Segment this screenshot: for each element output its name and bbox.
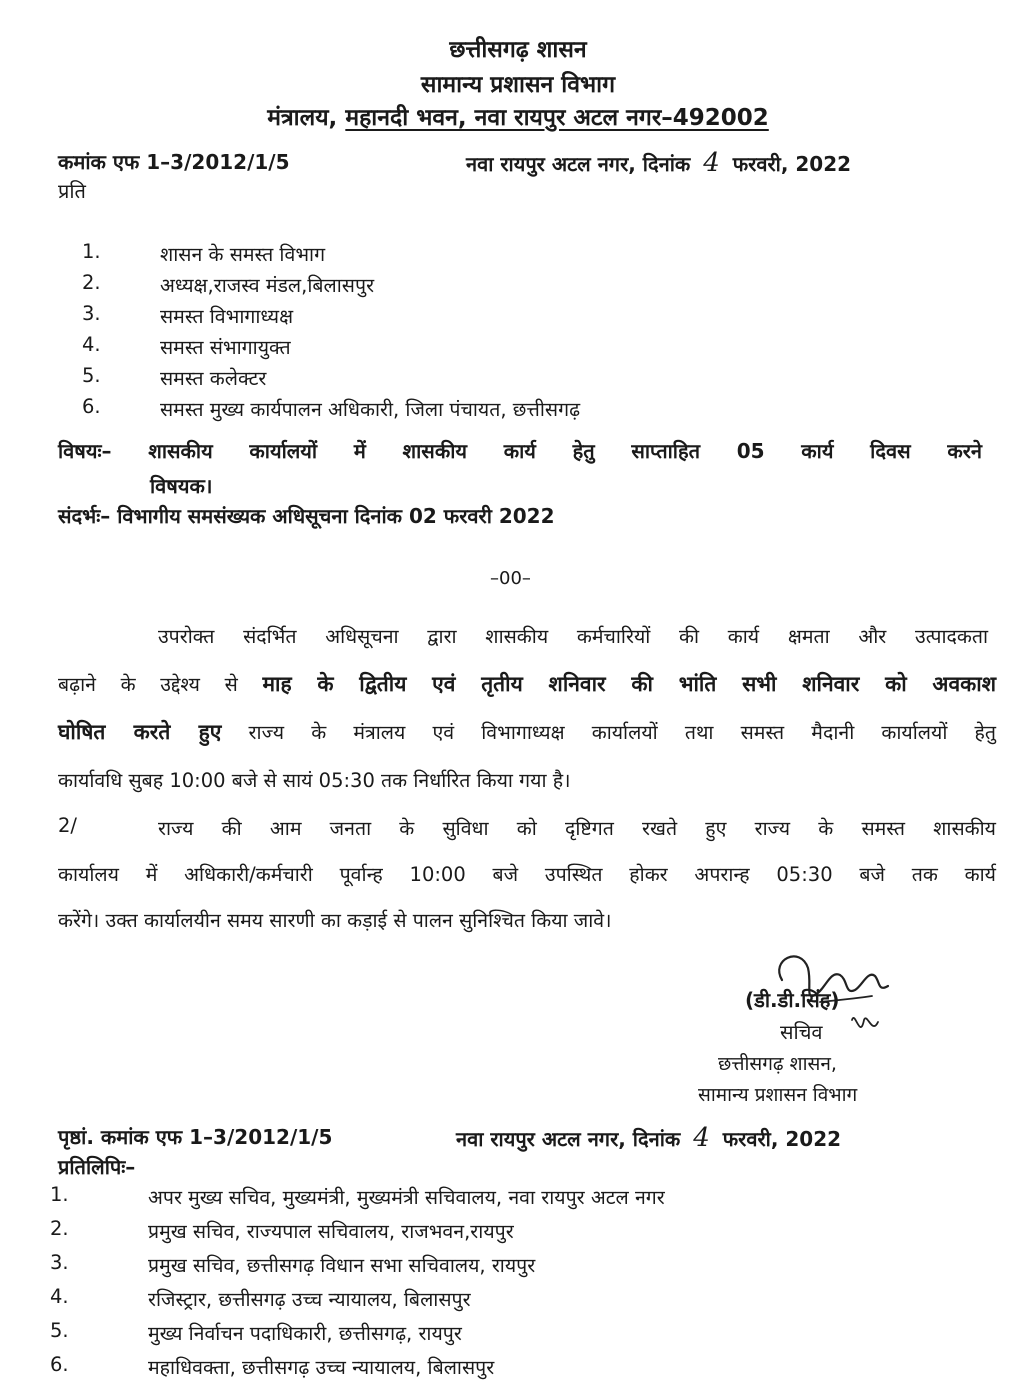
recipient-item-number: 2.: [82, 271, 101, 294]
endorsement-number: पृष्ठां. कमांक एफ 1–3/2012/1/5: [58, 1125, 333, 1149]
recipient-item-text: अध्यक्ष,राजस्व मंडल,बिलासपुर: [160, 274, 375, 297]
separator: –00–: [490, 568, 531, 589]
para2-line1: राज्य की आम जनता के सुविधा को दृष्टिगत रखते हुए राज्य के समस्त शासकीय: [158, 817, 996, 840]
copy-label: प्रतिलिपिः–: [58, 1155, 136, 1179]
recipient-item-text: शासन के समस्त विभाग: [160, 243, 326, 266]
endorsement-month-year: फरवरी, 2022: [722, 1127, 842, 1151]
para2-line2: कार्यालय में अधिकारी/कर्मचारी पूर्वान्ह 10:00 बजे उपस्थित होकर अपरान्ह 05:30 बजे तक कार्य: [58, 863, 996, 886]
recipient-item-number: 6.: [82, 395, 101, 418]
subject-line-2: विषयक।: [150, 474, 213, 498]
para1-line3-normal: राज्य के मंत्रालय एवं विभागाध्यक्ष कार्यालयों तथा समस्त मैदानी कार्यालयों हेतु: [248, 721, 996, 744]
para1-line3: [58, 718, 996, 746]
recipient-item-text: समस्त मुख्य कार्यपालन अधिकारी, जिला पंचायत, छत्तीसगढ़: [160, 398, 581, 421]
para1-line1: उपरोक्त संदर्भित अधिसूचना द्वारा शासकीय कर्मचारियों की कार्य क्षमता और उत्पादकता: [158, 625, 988, 648]
subject-text: शासकीय कार्यालयों में शासकीय कार्य हेतु साप्ताहित 05 कार्य दिवस करने: [148, 439, 983, 463]
order-place-prefix: नवा रायपुर अटल नगर, दिनांक: [466, 152, 691, 176]
recipient-item-number: 3.: [82, 302, 101, 325]
order-number: कमांक एफ 1–3/2012/1/5: [58, 150, 290, 174]
recipient-item-number: 5.: [82, 364, 101, 387]
header-department: सामान्य प्रशासन विभाग: [420, 72, 616, 98]
copy-item-number: 3.: [50, 1251, 69, 1274]
header-address-underlined: महानदी भवन, नवा रायपुर अटल नगर–492002: [345, 105, 769, 131]
copy-item-number: 6.: [50, 1353, 69, 1376]
copy-item-text: महाधिवक्ता, छत्तीसगढ़ उच्च न्यायालय, बिलासपुर: [148, 1356, 495, 1379]
copy-item-text: मुख्य निर्वाचन पदाधिकारी, छत्तीसगढ़, रायपुर: [148, 1322, 462, 1345]
copy-item-text: अपर मुख्य सचिव, मुख्यमंत्री, मुख्यमंत्री सचिवालय, नवा रायपुर अटल नगर: [148, 1186, 665, 1209]
para2-line3: करेंगे। उक्त कार्यालयीन समय सारणी का कड़ाई से पालन सुनिश्चित किया जावे।: [58, 909, 612, 932]
order-month-year: फरवरी, 2022: [732, 152, 852, 176]
copy-item-number: 2.: [50, 1217, 69, 1240]
endorsement-place-prefix: नवा रायपुर अटल नगर, दिनांक: [456, 1127, 681, 1151]
copy-item-text: रजिस्ट्रार, छत्तीसगढ़ उच्च न्यायालय, बिलासपुर: [148, 1288, 471, 1311]
signatory-org-2: सामान्य प्रशासन विभाग: [698, 1084, 858, 1106]
recipient-item-number: 4.: [82, 333, 101, 356]
signatory-name: (डी.डी.सिंह): [745, 988, 840, 1012]
para1-line4: कार्यावधि सुबह 10:00 बजे से सायं 05:30 तक निर्धारित किया गया है।: [58, 769, 571, 792]
order-place-date: [466, 148, 851, 178]
reference-label: संदर्भः–: [58, 504, 111, 528]
header-address-prefix: मंत्रालय,: [267, 105, 338, 131]
para1-line2-bold: माह के द्वितीय एवं तृतीय शनिवार की भांति सभी शनिवार को अवकाश: [262, 672, 996, 696]
copy-item-number: 1.: [50, 1183, 69, 1206]
subject-label: विषयः–: [58, 439, 112, 463]
para1-line3-bold: घोषित करते हुए: [58, 720, 222, 744]
para1-line2-normal: बढ़ाने के उद्देश्य से: [58, 673, 238, 696]
copy-item-text: प्रमुख सचिव, छत्तीसगढ़ विधान सभा सचिवालय, रायपुर: [148, 1254, 536, 1277]
para2-number: 2/: [58, 814, 77, 837]
endorsement-handwritten-day: 4: [693, 1123, 710, 1153]
recipient-item-number: 1.: [82, 240, 101, 263]
to-label: प्रति: [58, 179, 86, 203]
reference-line: [58, 502, 555, 529]
signatory-designation: सचिव: [780, 1020, 823, 1044]
header-address: [0, 100, 1036, 132]
endorsement-place-date: [456, 1123, 841, 1153]
copy-item-number: 5.: [50, 1319, 69, 1342]
signatory-org-1: छत्तीसगढ़ शासन,: [718, 1053, 837, 1075]
header-government: छत्तीसगढ़ शासन: [449, 37, 587, 63]
recipient-item-text: समस्त विभागाध्यक्ष: [160, 305, 294, 328]
recipient-item-text: समस्त कलेक्टर: [160, 367, 267, 390]
recipient-item-text: समस्त संभागायुक्त: [160, 336, 291, 359]
reference-text: विभागीय समसंख्यक अधिसूचना दिनांक 02 फरवरी 2022: [117, 504, 555, 528]
copy-item-text: प्रमुख सचिव, राज्यपाल सचिवालय, राजभवन,रायपुर: [148, 1220, 514, 1243]
subject-line-1: [58, 437, 982, 464]
handwritten-day: 4: [703, 148, 720, 178]
para1-line2: [58, 670, 996, 698]
copy-item-number: 4.: [50, 1285, 69, 1308]
